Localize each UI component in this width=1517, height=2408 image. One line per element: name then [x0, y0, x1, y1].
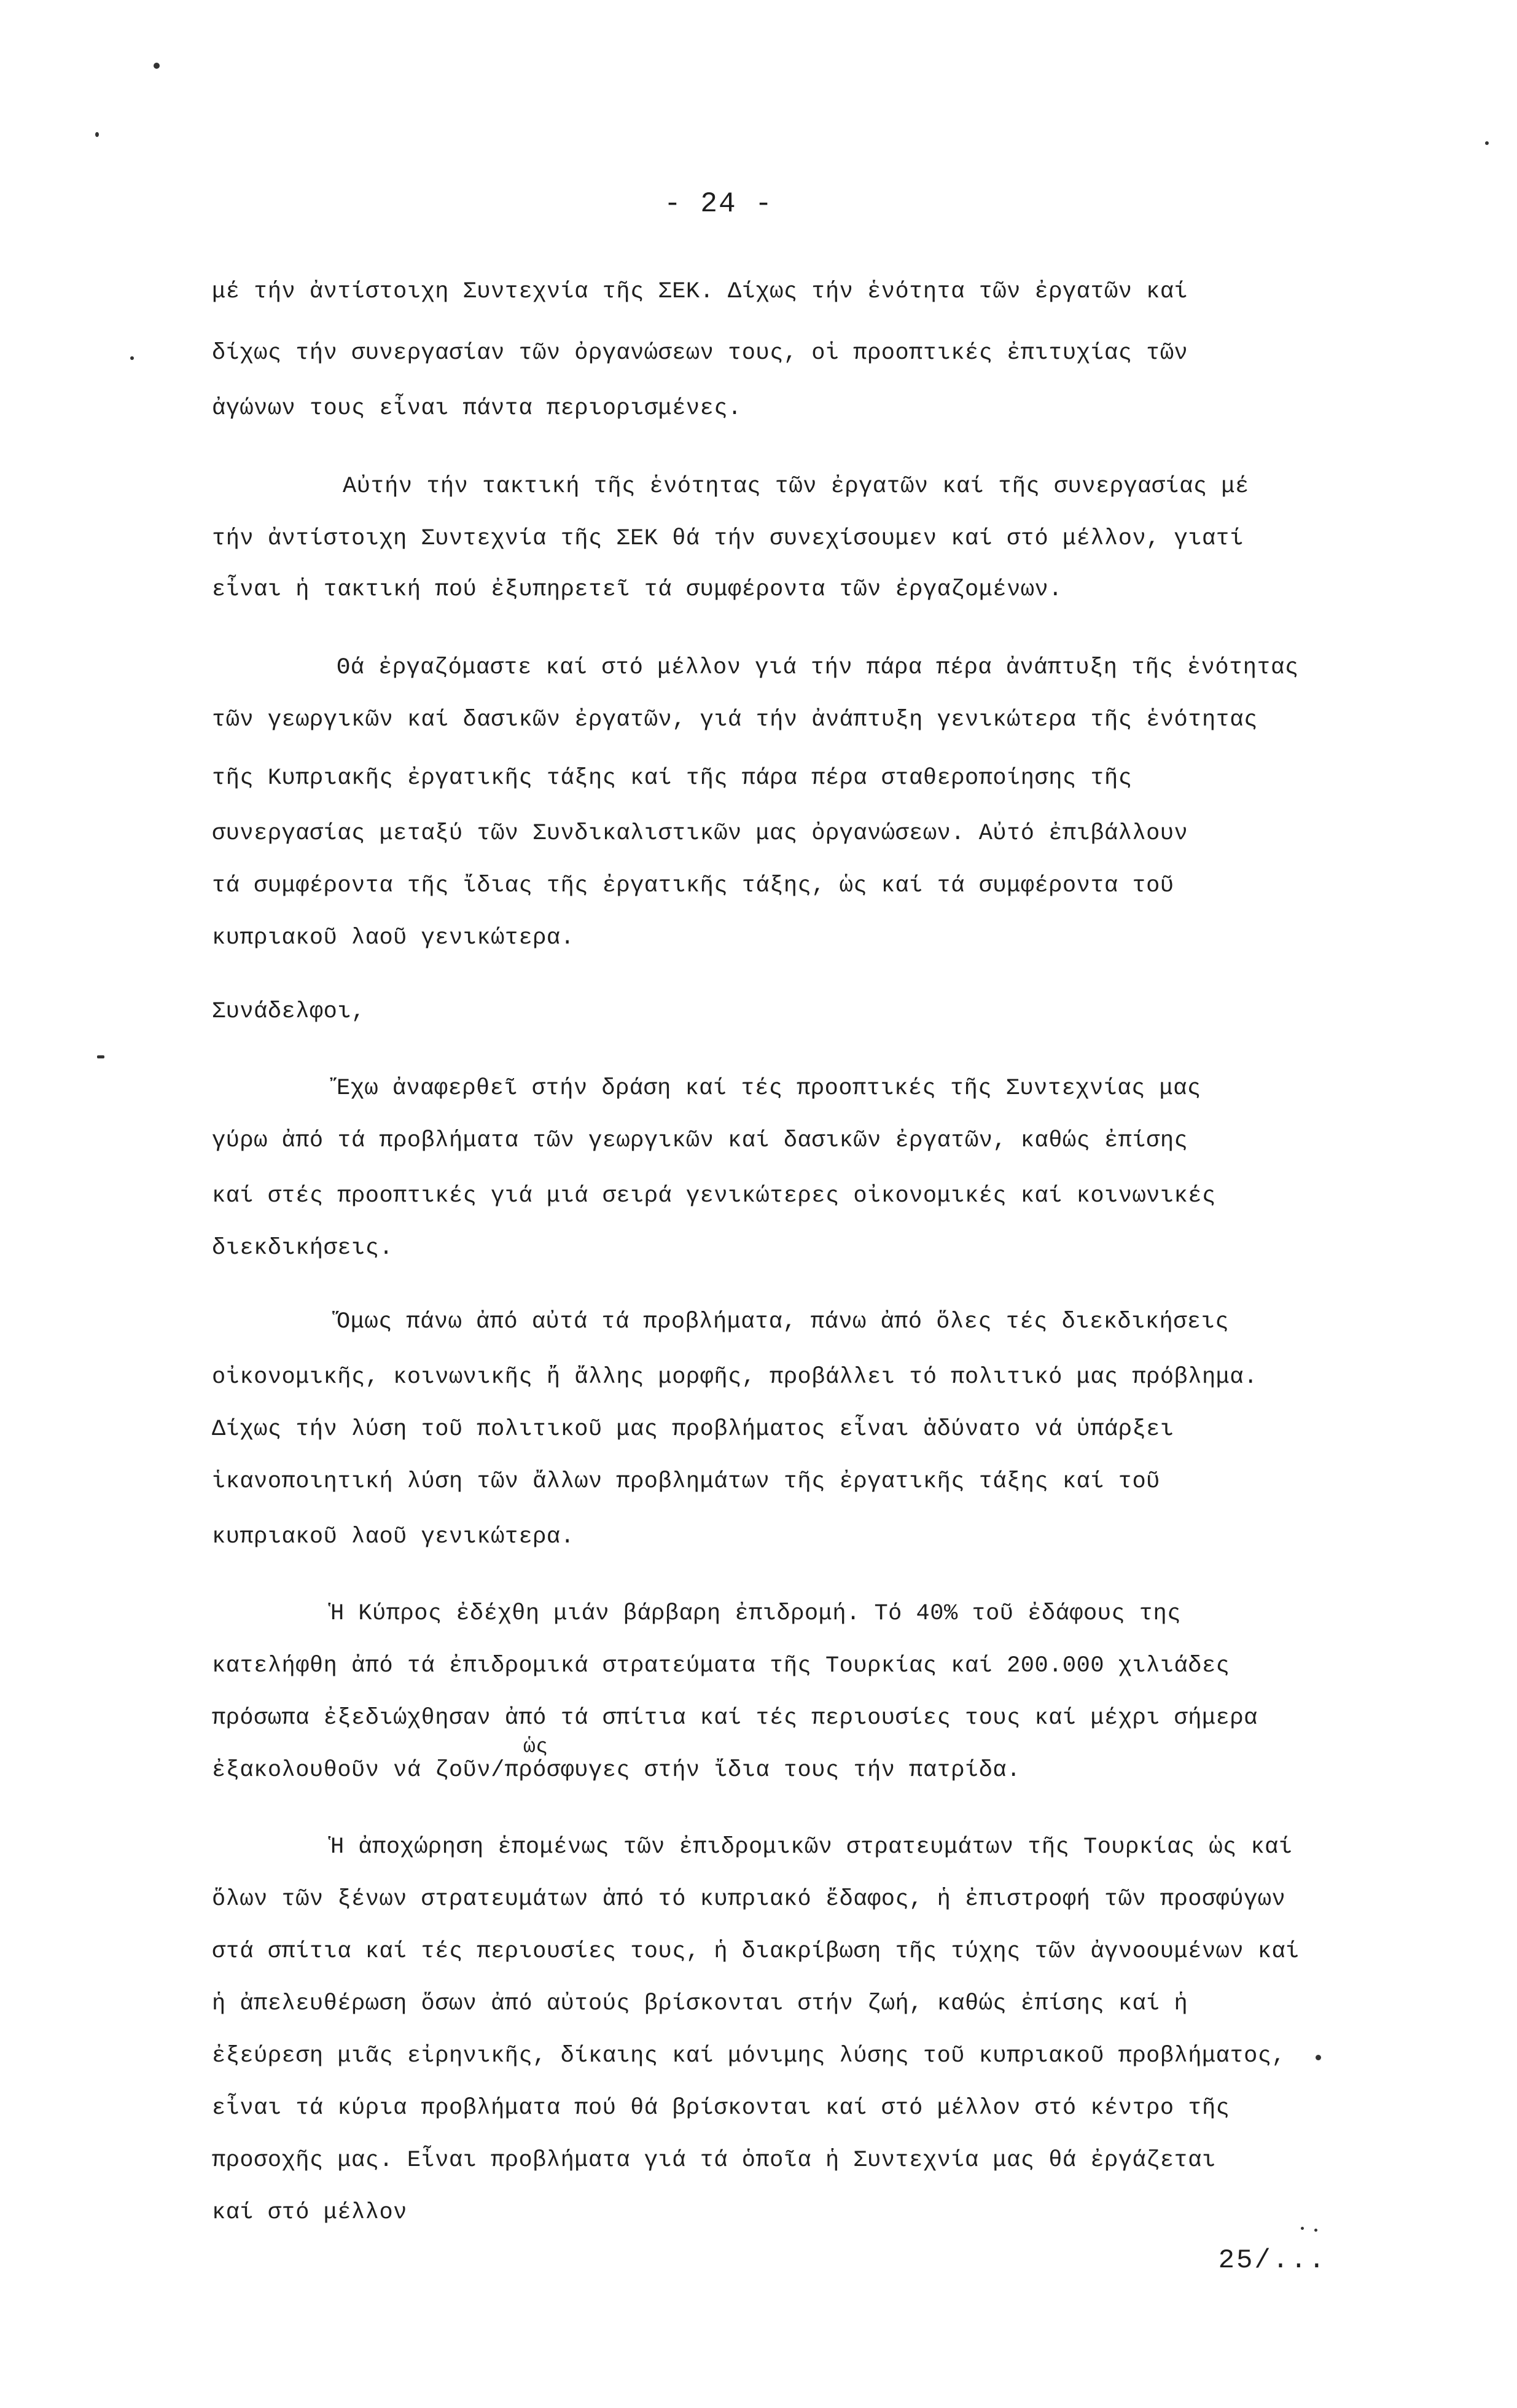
text-line: προσοχῆς μας. Εἶναι προβλήματα γιά τά ὁποῖα ἡ Συντεχνία μας θά ἐργάζεται: [212, 2148, 1216, 2173]
scan-speck: [154, 63, 160, 69]
scan-speck: [1314, 2229, 1317, 2232]
text-line: εἶναι ἡ τακτική πού ἐξυπηρετεῖ τά συμφέροντα τῶν ἐργαζομένων.: [212, 577, 1063, 603]
text-line: ἐξακολουθοῦν νά ζοῦν/πρόσφυγες στήν ἴδια τους τήν πατρίδα.: [212, 1757, 1021, 1783]
text-line: Ἡ ἀποχώρηση ἑπομένως τῶν ἐπιδρομικῶν στρατευμάτων τῆς Τουρκίας ὡς καί: [330, 1834, 1293, 1860]
interlinear-insertion: ὡς: [523, 1735, 548, 1758]
text-line: δίχως τήν συνεργασίαν τῶν ὀργανώσεων τους, οἱ προοπτικές ἐπιτυχίας τῶν: [212, 340, 1188, 366]
text-line: Ἔχω ἀναφερθεῖ στήν δράση καί τές προοπτικές τῆς Συντεχνίας μας: [337, 1076, 1201, 1101]
text-line: καί στές προοπτικές γιά μιά σειρά γενικώτερες οἰκονομικές καί κοινωνικές: [212, 1183, 1216, 1209]
text-line: πρόσωπα ἐξεδιώχθησαν ἀπό τά σπίτια καί τές περιουσίες τους καί μέχρι σήμερα: [212, 1705, 1258, 1731]
text-line: καί στό μέλλον: [212, 2200, 407, 2226]
text-line: ἱκανοποιητική λύση τῶν ἄλλων προβλημάτων τῆς ἐργατικῆς τάξης καί τοῦ: [212, 1469, 1160, 1495]
text-line: γύρω ἀπό τά προβλήματα τῶν γεωργικῶν καί δασικῶν ἐργατῶν, καθώς ἐπίσης: [212, 1128, 1188, 1154]
scan-speck: [1301, 2227, 1304, 2230]
text-line: Αὐτήν τήν τακτική τῆς ἑνότητας τῶν ἐργατῶν καί τῆς συνεργασίας μέ: [343, 474, 1249, 499]
scan-speck: [1485, 141, 1489, 145]
text-line: ὅλων τῶν ξένων στρατευμάτων ἀπό τό κυπριακό ἔδαφος, ἡ ἐπιστροφή τῶν προσφύγων: [212, 1886, 1286, 1912]
scan-speck: [130, 356, 134, 360]
text-line: ἐξεύρεση μιᾶς εἰρηνικῆς, δίκαιης καί μόνιμης λύσης τοῦ κυπριακοῦ προβλήματος,: [212, 2043, 1286, 2069]
text-line: κυπριακοῦ λαοῦ γενικώτερα.: [212, 1524, 575, 1550]
text-line: ἡ ἀπελευθέρωση ὅσων ἀπό αὐτούς βρίσκονται στήν ζωή, καθώς ἐπίσης καί ἡ: [212, 1991, 1188, 2017]
text-line: Δίχως τήν λύση τοῦ πολιτικοῦ μας προβλήματος εἶναι ἀδύνατο νά ὑπάρξει: [212, 1417, 1174, 1442]
scan-speck: [1316, 2055, 1321, 2060]
text-line: τά συμφέροντα τῆς ἴδιας τῆς ἐργατικῆς τάξης, ὡς καί τά συμφέροντα τοῦ: [212, 873, 1174, 899]
text-line: τῆς Κυπριακῆς ἐργατικῆς τάξης καί τῆς πάρα πέρα σταθεροποίησης τῆς: [212, 765, 1133, 791]
continuation-marker: 25/...: [1218, 2245, 1327, 2276]
text-line: μέ τήν ἀντίστοιχη Συντεχνία τῆς ΣΕΚ. Δίχως τήν ἑνότητα τῶν ἐργατῶν καί: [212, 279, 1188, 305]
text-line: διεκδικήσεις.: [212, 1235, 394, 1261]
text-line: οἰκονομικῆς, κοινωνικῆς ἤ ἄλλης μορφῆς, προβάλλει τό πολιτικό μας πρόβλημα.: [212, 1364, 1258, 1390]
scan-speck: [95, 132, 99, 137]
text-line: Ὅμως πάνω ἀπό αὐτά τά προβλήματα, πάνω ἀπό ὅλες τές διεκδικήσεις: [337, 1309, 1230, 1335]
text-line: τήν ἀντίστοιχη Συντεχνία τῆς ΣΕΚ θά τήν συνεχίσουμεν καί στό μέλλον, γιατί: [212, 526, 1244, 552]
text-line: στά σπίτια καί τές περιουσίες τους, ἡ διακρίβωση τῆς τύχης τῶν ἀγνοουμένων καί: [212, 1939, 1300, 1964]
text-line: Ἡ Κύπρος ἐδέχθη μιάν βάρβαρη ἐπιδρομή. Τό 40% τοῦ ἐδάφους της: [330, 1601, 1181, 1627]
text-line: κυπριακοῦ λαοῦ γενικώτερα.: [212, 925, 575, 951]
text-line: τῶν γεωργικῶν καί δασικῶν ἐργατῶν, γιά τήν ἀνάπτυξη γενικώτερα τῆς ἑνότητας: [212, 707, 1258, 733]
text-line: Θά ἐργαζόμαστε καί στό μέλλον γιά τήν πάρα πέρα ἀνάπτυξη τῆς ἑνότητας: [337, 655, 1299, 681]
page-number: - 24 -: [664, 188, 773, 220]
scan-speck: [97, 1055, 104, 1058]
text-line: ἀγώνων τους εἶναι πάντα περιορισμένες.: [212, 396, 742, 421]
text-line: εἶναι τά κύρια προβλήματα πού θά βρίσκονται καί στό μέλλον στό κέντρο τῆς: [212, 2095, 1230, 2121]
text-line: συνεργασίας μεταξύ τῶν Συνδικαλιστικῶν μας ὀργανώσεων. Αὐτό ἐπιβάλλουν: [212, 821, 1188, 846]
text-line: κατελήφθη ἀπό τά ἐπιδρομικά στρατεύματα τῆς Τουρκίας καί 200.000 χιλιάδες: [212, 1653, 1230, 1679]
salutation: Συνάδελφοι,: [212, 999, 365, 1025]
